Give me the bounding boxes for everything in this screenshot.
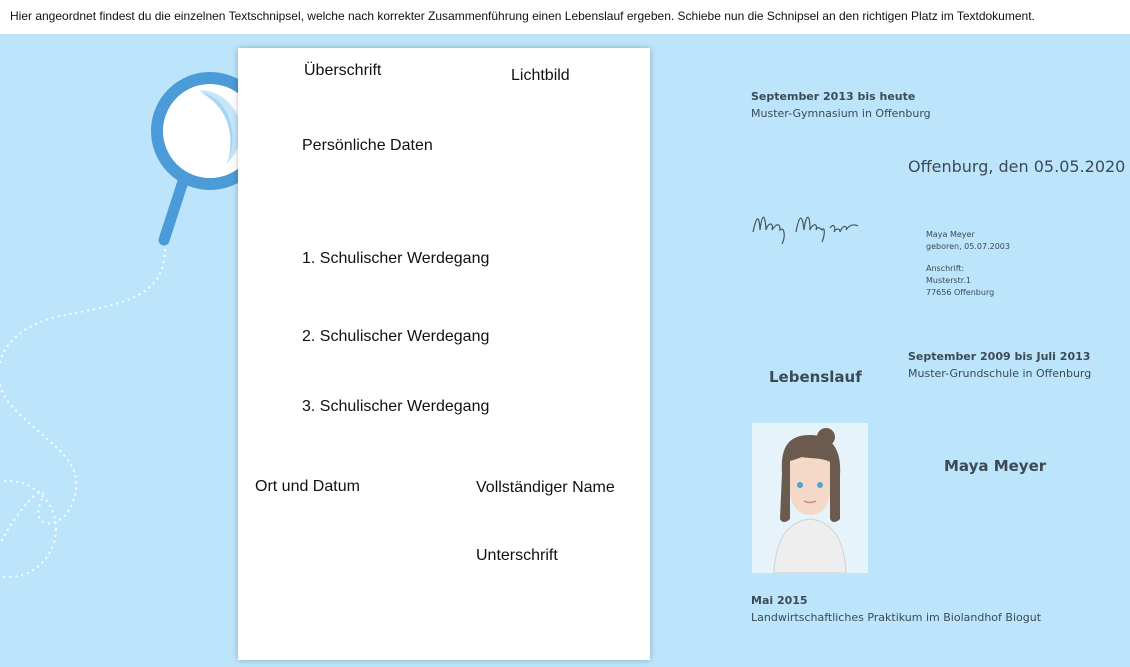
slot-ort-datum[interactable]: Ort und Datum — [255, 478, 360, 495]
snippet-gymnasium-text: Muster-Gymnasium in Offenburg — [751, 107, 931, 120]
snippet-persoenliche-daten[interactable] — [926, 229, 1010, 299]
slot-vollstaendiger-name[interactable]: Vollständiger Name — [476, 479, 615, 496]
snippet-praktikum-date: Mai 2015 — [751, 594, 808, 607]
snippet-praktikum-text: Landwirtschaftliches Praktikum im Biolandhof Biogut — [751, 611, 1042, 624]
workspace — [0, 34, 1130, 667]
personal-name: Maya Meyer — [926, 230, 975, 239]
personal-born: geboren, 05.07.2003 — [926, 242, 1010, 251]
cv-document — [238, 48, 650, 660]
slot-werdegang-3[interactable]: 3. Schulischer Werdegang — [302, 398, 490, 415]
snippet-grundschule[interactable] — [908, 348, 1091, 382]
snippet-lebenslauf-title[interactable]: Lebenslauf — [769, 368, 862, 386]
slot-werdegang-1[interactable]: 1. Schulischer Werdegang — [302, 250, 490, 267]
slot-persoenliche-daten[interactable]: Persönliche Daten — [302, 137, 433, 154]
instruction-bar — [0, 0, 1130, 34]
slot-werdegang-2[interactable]: 2. Schulischer Werdegang — [302, 328, 490, 345]
personal-address-label: Anschrift: — [926, 264, 965, 273]
slot-unterschrift[interactable]: Unterschrift — [476, 547, 558, 564]
snippet-ort-datum[interactable]: Offenburg, den 05.05.2020 — [908, 157, 1126, 176]
snippet-grundschule-date: September 2009 bis Juli 2013 — [908, 350, 1091, 363]
slot-lichtbild[interactable]: Lichtbild — [511, 67, 570, 84]
snippet-gymnasium-date: September 2013 bis heute — [751, 90, 916, 103]
snippet-gymnasium[interactable] — [751, 88, 931, 122]
snippet-full-name[interactable]: Maya Meyer — [944, 457, 1047, 475]
slot-ueberschrift[interactable]: Überschrift — [304, 62, 382, 79]
snippet-praktikum[interactable] — [751, 592, 1041, 626]
personal-city: 77656 Offenburg — [926, 288, 995, 297]
personal-street: Musterstr.1 — [926, 276, 971, 285]
instruction-text: Hier angeordnet findest du die einzelnen Textschnipsel, welche nach korrekter Zusammenführung einen Lebenslauf ergeben. Schiebe nun die Schnipsel an den richtigen Platz im Textdokument. — [10, 9, 1035, 23]
snippet-signature[interactable] — [750, 206, 865, 250]
snippet-grundschule-text: Muster-Grundschule in Offenburg — [908, 367, 1092, 380]
snippet-photo[interactable] — [752, 423, 868, 573]
personal-spacer — [926, 253, 1010, 263]
